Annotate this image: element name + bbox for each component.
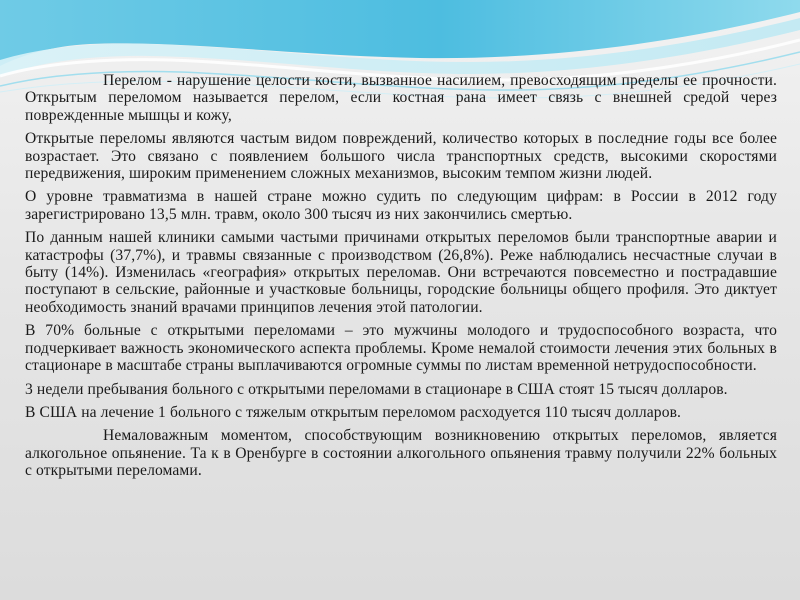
- paragraph-alcohol: Немаловажным моментом, способствующим возникновению открытых переломов, является алкогольное опьянение. Та к в Оренбурге в состоянии алкогольного опьянения травму получили 22% больных с открытыми переломами.: [25, 427, 777, 480]
- paragraph-usa-treatment-cost: В США на лечение 1 больного с тяжелым открытым переломом расходуется 110 тысяч долларов.: [25, 403, 682, 421]
- paragraph-causes: По данным нашей клиники самыми частыми причинами открытых переломов были транспортные аварии и катастрофы (37,7%), и травмы связанные с производством (26,8%). Реже наблюдались несчастные случаи в быту (14%). Изменилась «география» открытых переломав. Они встречаются повсеместно и пострадавшие поступают в сельские, районные и участковые больницы, городские больницы общего профиля. Это диктует необходимость знаний врачами принципов лечения этой патологии.: [25, 229, 777, 316]
- paragraph-definition: Перелом - нарушение целости кости, вызванное насилием, превосходящим пределы ее прочности. Открытым переломом называется перелом, если костная рана имеет связь с внешней средой через поврежденные мышцы и кожу,: [25, 72, 777, 124]
- text-content: [25, 72, 777, 486]
- paragraph-usa-stay-cost: 3 недели пребывания больного с открытыми переломами в стационаре в США стоят 15 тысяч долларов.: [25, 380, 728, 398]
- paragraph-demographics: В 70% больные с открытыми переломами – это мужчины молодого и трудоспособного возраста, что подчеркивает важность экономического аспекта проблемы. Кроме немалой стоимости лечения этих больных в стационаре в масштабе страны выплачиваются огромные суммы по листам временной нетрудоспособности.: [25, 322, 777, 375]
- paragraph-frequency: Открытые переломы являются частым видом повреждений, количество которых в последние годы все более возрастает. Это связано с появлением большого числа транспортных средств, высокими скоростями передвижения, широким применением сложных механизмов, высоким темпом жизни людей.: [25, 130, 777, 183]
- paragraph-statistics: О уровне травматизма в нашей стране можно судить по следующим цифрам: в России в 2012 году зарегистрировано 13,5 млн. травм, около 300 тысяч из них закончились смертью.: [25, 188, 777, 223]
